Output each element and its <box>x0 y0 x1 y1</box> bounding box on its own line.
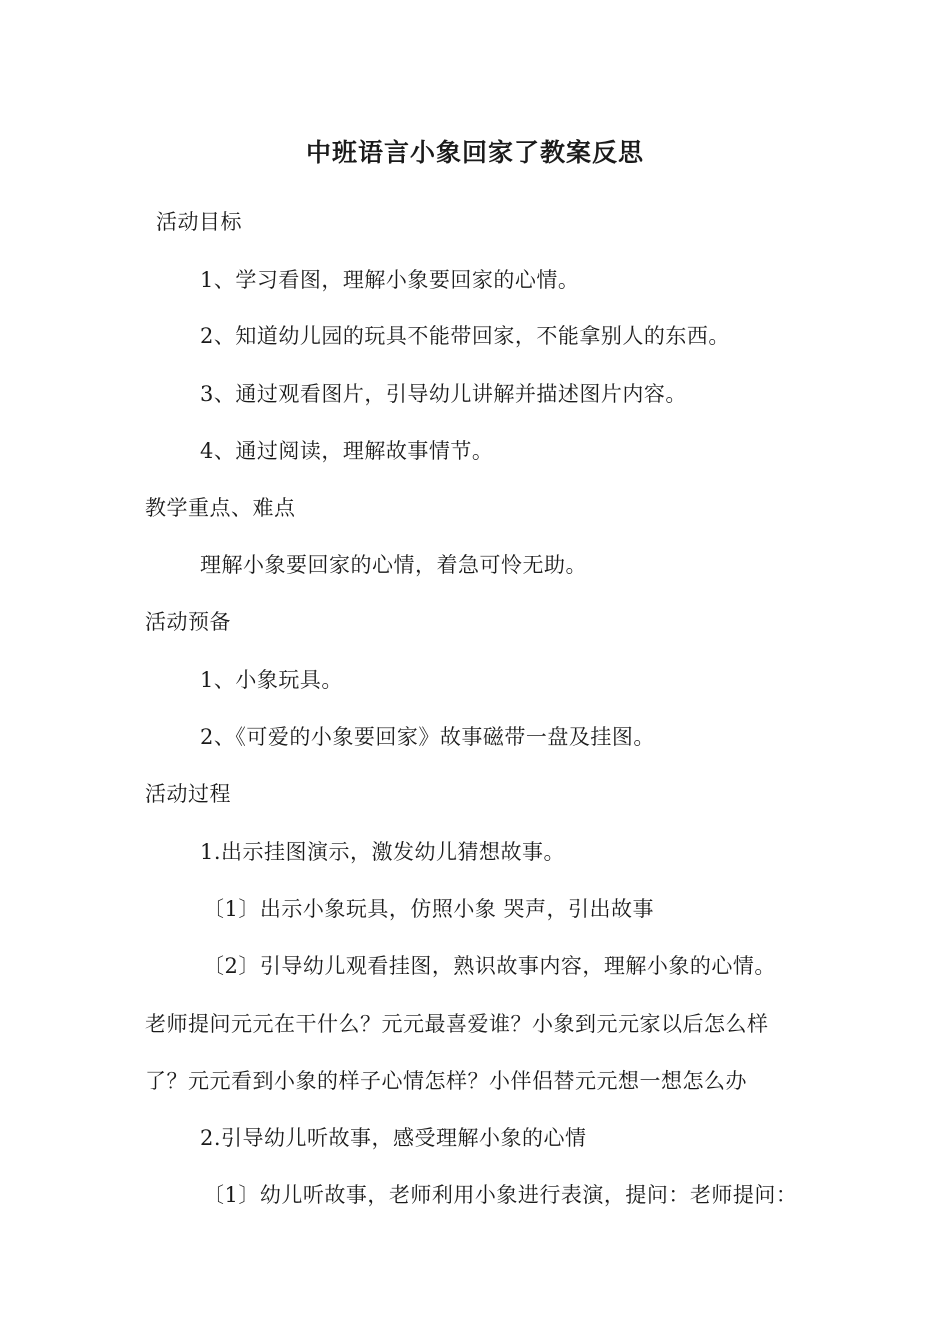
process-step-1-continuation-1: 老师提问元元在干什么？元元最喜爱谁？小象到元元家以后怎么样 <box>145 1012 769 1036</box>
goal-item-4: 4、通过阅读，理解故事情节。 <box>200 439 494 463</box>
process-step-2: 2.引导幼儿听故事，感受理解小象的心情 <box>200 1126 587 1150</box>
preparation-item-1: 1、小象玩具。 <box>200 668 343 692</box>
goal-item-2: 2、知道幼儿园的玩具不能带回家，不能拿别人的东西。 <box>200 324 730 348</box>
preparation-item-2: 2、《可爱的小象要回家》故事磁带一盘及挂图。 <box>200 725 655 749</box>
section-heading-preparation: 活动预备 <box>145 610 231 634</box>
document-title: 中班语言小象回家了教案反思 <box>305 138 644 167</box>
section-heading-goals: 活动目标 <box>156 210 242 234</box>
process-step-1-sub-2: 〔2〕引导幼儿观看挂图，熟识故事内容，理解小象的心情。 <box>203 954 776 978</box>
process-step-1-sub-1: 〔1〕出示小象玩具，仿照小象 哭声，引出故事 <box>203 897 655 921</box>
key-points-text: 理解小象要回家的心情，着急可怜无助。 <box>200 553 587 577</box>
process-step-2-sub-1: 〔1〕幼儿听故事，老师利用小象进行表演，提问：老师提问： <box>203 1183 798 1207</box>
section-heading-process: 活动过程 <box>145 782 231 806</box>
goal-item-1: 1、学习看图，理解小象要回家的心情。 <box>200 268 580 292</box>
process-step-1: 1.出示挂图演示，激发幼儿猜想故事。 <box>200 840 566 864</box>
goal-item-3: 3、通过观看图片，引导幼儿讲解并描述图片内容。 <box>200 382 687 406</box>
process-step-1-continuation-2: 了？元元看到小象的样子心情怎样？小伴侣替元元想一想怎么办 <box>145 1069 747 1093</box>
section-heading-key-points: 教学重点、难点 <box>145 496 296 520</box>
